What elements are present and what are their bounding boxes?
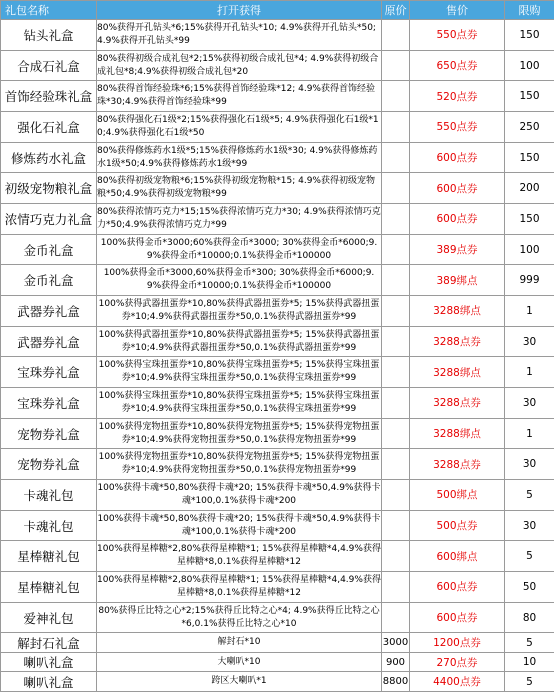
gift-price: 4400点券 (410, 672, 505, 692)
gift-original-price (382, 357, 410, 388)
gift-price: 3288点券 (410, 388, 505, 419)
table-row (1, 265, 554, 296)
gift-original-price (382, 326, 410, 357)
gift-original-price: 3000 (382, 633, 410, 652)
table-row (1, 572, 554, 603)
gift-price: 3288点券 (410, 449, 505, 480)
gift-limit: 5 (505, 633, 554, 652)
table-row (1, 20, 554, 51)
gift-limit: 250 (505, 112, 554, 143)
gift-content: 100%获得宝珠扭蛋券*10,80%获得宝珠扭蛋券*5; 15%获得宝珠扭蛋券*10;4.9%获得宝珠扭蛋券*50,0.1%获得宝珠扭蛋券*99 (97, 388, 382, 419)
gift-limit: 150 (505, 81, 554, 112)
table-row (1, 388, 554, 419)
table-row (1, 81, 554, 112)
gift-name: 喇叭礼盒 (1, 672, 97, 692)
gift-price: 550点券 (410, 112, 505, 143)
gift-price: 3288点券 (410, 326, 505, 357)
gift-original-price (382, 112, 410, 143)
gift-price: 600点券 (410, 173, 505, 204)
gift-name: 解封石礼盒 (1, 633, 97, 652)
gift-original-price (382, 480, 410, 511)
gift-limit: 100 (505, 50, 554, 81)
gift-name: 宝珠券礼盒 (1, 388, 97, 419)
gift-price: 389点券 (410, 234, 505, 265)
table-row (1, 112, 554, 143)
gift-content: 100%获得卡魂*50,80%获得卡魂*20; 15%获得卡魂*50,4.9%获得卡魂*100,0.1%获得卡魂*200 (97, 480, 382, 511)
gift-content: 100%获得金币*3000;60%获得金币*3000; 30%获得金币*6000;9.9%获得金币*10000;0.1%获得金币*100000 (97, 234, 382, 265)
gift-original-price (382, 418, 410, 449)
gift-limit: 100 (505, 234, 554, 265)
gift-content: 100%获得宠物扭蛋券*10,80%获得宠物扭蛋券*5; 15%获得宠物扭蛋券*10;4.9%获得宠物扭蛋券*50,0.1%获得宠物扭蛋券*99 (97, 449, 382, 480)
gift-name: 金币礼盒 (1, 265, 97, 296)
table-row (1, 296, 554, 327)
gift-limit: 30 (505, 326, 554, 357)
gift-content: 100%获得宝珠扭蛋券*10,80%获得宝珠扭蛋券*5; 15%获得宝珠扭蛋券*10;4.9%获得宝珠扭蛋券*50,0.1%获得宝珠扭蛋券*99 (97, 357, 382, 388)
gift-original-price (382, 541, 410, 572)
gift-content: 100%获得卡魂*50,80%获得卡魂*20; 15%获得卡魂*50,4.9%获得卡魂*100,0.1%获得卡魂*200 (97, 510, 382, 541)
table-row (1, 449, 554, 480)
gift-price: 600点券 (410, 602, 505, 633)
gift-original-price (382, 173, 410, 204)
gift-limit: 5 (505, 480, 554, 511)
table-row (1, 204, 554, 235)
gift-price: 500绑点 (410, 480, 505, 511)
gift-original-price (382, 265, 410, 296)
gift-price: 500点券 (410, 510, 505, 541)
gift-original-price (382, 602, 410, 633)
gift-price: 550点券 (410, 20, 505, 51)
gift-limit: 1 (505, 418, 554, 449)
gift-content: 100%获得武器扭蛋券*10,80%获得武器扭蛋券*5; 15%获得武器扭蛋券*10;4.9%获得武器扭蛋券*50,0.1%获得武器扭蛋券*99 (97, 296, 382, 327)
gift-content: 解封石*10 (97, 633, 382, 652)
gift-name: 强化石礼盒 (1, 112, 97, 143)
gift-original-price (382, 572, 410, 603)
gift-content: 80%获得丘比特之心*2;15%获得丘比特之心*4; 4.9%获得丘比特之心*6,0.1%获得丘比特之心*10 (97, 602, 382, 633)
gift-name: 星棒糖礼包 (1, 541, 97, 572)
gift-content: 100%获得武器扭蛋券*10,80%获得武器扭蛋券*5; 15%获得武器扭蛋券*10;4.9%获得武器扭蛋券*50,0.1%获得武器扭蛋券*99 (97, 326, 382, 357)
gift-original-price (382, 510, 410, 541)
gift-price: 520点券 (410, 81, 505, 112)
gift-original-price (382, 50, 410, 81)
gift-name: 钻头礼盒 (1, 20, 97, 51)
gift-name: 爱神礼包 (1, 602, 97, 633)
gift-original-price (382, 142, 410, 173)
gift-original-price: 8800 (382, 672, 410, 692)
table-row (1, 326, 554, 357)
gift-limit: 150 (505, 142, 554, 173)
gift-price: 3288绑点 (410, 418, 505, 449)
gift-original-price (382, 449, 410, 480)
gift-limit: 10 (505, 652, 554, 671)
gift-limit: 30 (505, 510, 554, 541)
gift-name: 初级宠物粮礼盒 (1, 173, 97, 204)
table-row (1, 173, 554, 204)
table-row (1, 672, 554, 692)
table-row (1, 357, 554, 388)
gift-price: 600点券 (410, 204, 505, 235)
gift-content: 跨区大喇叭*1 (97, 672, 382, 692)
gift-limit: 200 (505, 173, 554, 204)
table-row (1, 418, 554, 449)
gift-name: 卡魂礼包 (1, 510, 97, 541)
gift-name: 武器券礼盒 (1, 326, 97, 357)
table-row (1, 510, 554, 541)
gift-name: 浓情巧克力礼盒 (1, 204, 97, 235)
table-row (1, 50, 554, 81)
table-row (1, 480, 554, 511)
gift-original-price (382, 204, 410, 235)
header-content: 打开获得 (97, 1, 382, 20)
gift-limit: 1 (505, 296, 554, 327)
gift-name: 合成石礼盒 (1, 50, 97, 81)
table-row (1, 234, 554, 265)
gift-limit: 30 (505, 449, 554, 480)
gift-price: 600绑点 (410, 541, 505, 572)
gift-original-price: 900 (382, 652, 410, 671)
gift-original-price (382, 81, 410, 112)
table-row (1, 142, 554, 173)
gift-content: 100%获得星棒糖*2,80%获得星棒糖*1; 15%获得星棒糖*4,4.9%获得星棒糖*8,0.1%获得星棒糖*12 (97, 572, 382, 603)
header-limit: 限购 (505, 1, 554, 20)
gift-price: 650点券 (410, 50, 505, 81)
gift-content: 80%获得初级合成礼包*2;15%获得初级合成礼包*4; 4.9%获得初级合成礼包*8;4.9%获得初级合成礼包*20 (97, 50, 382, 81)
header-price: 售价 (410, 1, 505, 20)
gift-name: 宠物券礼盒 (1, 418, 97, 449)
table-row (1, 541, 554, 572)
gift-name: 武器券礼盒 (1, 296, 97, 327)
gift-content: 80%获得强化石1级*2;15%获得强化石1级*5; 4.9%获得强化石1级*10;4.9%获得强化石1级*50 (97, 112, 382, 143)
gift-limit: 1 (505, 357, 554, 388)
table-row (1, 652, 554, 671)
header-original-price: 原价 (382, 1, 410, 20)
gift-price: 3288绑点 (410, 357, 505, 388)
table-header-row (1, 1, 554, 20)
gift-price: 600点券 (410, 572, 505, 603)
gift-price: 1200点券 (410, 633, 505, 652)
gift-content: 大喇叭*10 (97, 652, 382, 671)
gift-price: 3288绑点 (410, 296, 505, 327)
gift-limit: 150 (505, 20, 554, 51)
gift-name: 喇叭礼盒 (1, 652, 97, 671)
gift-price: 600点券 (410, 142, 505, 173)
gift-original-price (382, 296, 410, 327)
gift-limit: 999 (505, 265, 554, 296)
gift-limit: 5 (505, 672, 554, 692)
gift-content: 80%获得浓情巧克力*15;15%获得浓情巧克力*30; 4.9%获得浓情巧克力*50;4.9%获得浓情巧克力*99 (97, 204, 382, 235)
gift-content: 80%获得首饰经验珠*6;15%获得首饰经验珠*12; 4.9%获得首饰经验珠*30;4.9%获得首饰经验珠*99 (97, 81, 382, 112)
gift-name: 宠物券礼盒 (1, 449, 97, 480)
gift-limit: 150 (505, 204, 554, 235)
gift-content: 100%获得星棒糖*2,80%获得星棒糖*1; 15%获得星棒糖*4,4.9%获得星棒糖*8,0.1%获得星棒糖*12 (97, 541, 382, 572)
table-row (1, 633, 554, 652)
table-row (1, 602, 554, 633)
gift-name: 星棒糖礼包 (1, 572, 97, 603)
header-name: 礼包名称 (1, 1, 97, 20)
gift-content: 80%获得初级宠物粮*6;15%获得初级宠物粮*15; 4.9%获得初级宠物粮*50;4.9%获得初级宠物粮*99 (97, 173, 382, 204)
gift-content: 80%获得开孔钻头*6;15%获得开孔钻头*10; 4.9%获得开孔钻头*50;4.9%获得开孔钻头*99 (97, 20, 382, 51)
gift-name: 卡魂礼包 (1, 480, 97, 511)
gift-name: 修炼药水礼盒 (1, 142, 97, 173)
gift-price: 270点券 (410, 652, 505, 671)
gift-original-price (382, 388, 410, 419)
gift-content: 100%获得宠物扭蛋券*10,80%获得宠物扭蛋券*5; 15%获得宠物扭蛋券*10;4.9%获得宠物扭蛋券*50,0.1%获得宠物扭蛋券*99 (97, 418, 382, 449)
gift-content: 100%获得金币*3000,60%获得金币*300; 30%获得金币*6000;9.9%获得金币*10000;0.1%获得金币*100000 (97, 265, 382, 296)
gift-limit: 50 (505, 572, 554, 603)
gift-content: 80%获得修炼药水1级*5;15%获得修炼药水1级*30; 4.9%获得修炼药水1级*50;4.9%获得修炼药水1级*99 (97, 142, 382, 173)
gift-price: 389绑点 (410, 265, 505, 296)
gift-name: 宝珠券礼盒 (1, 357, 97, 388)
gift-original-price (382, 234, 410, 265)
gift-limit: 30 (505, 388, 554, 419)
gift-limit: 80 (505, 602, 554, 633)
gift-limit: 5 (505, 541, 554, 572)
gift-name: 首饰经验珠礼盒 (1, 81, 97, 112)
gift-name: 金币礼盒 (1, 234, 97, 265)
gift-original-price (382, 20, 410, 51)
